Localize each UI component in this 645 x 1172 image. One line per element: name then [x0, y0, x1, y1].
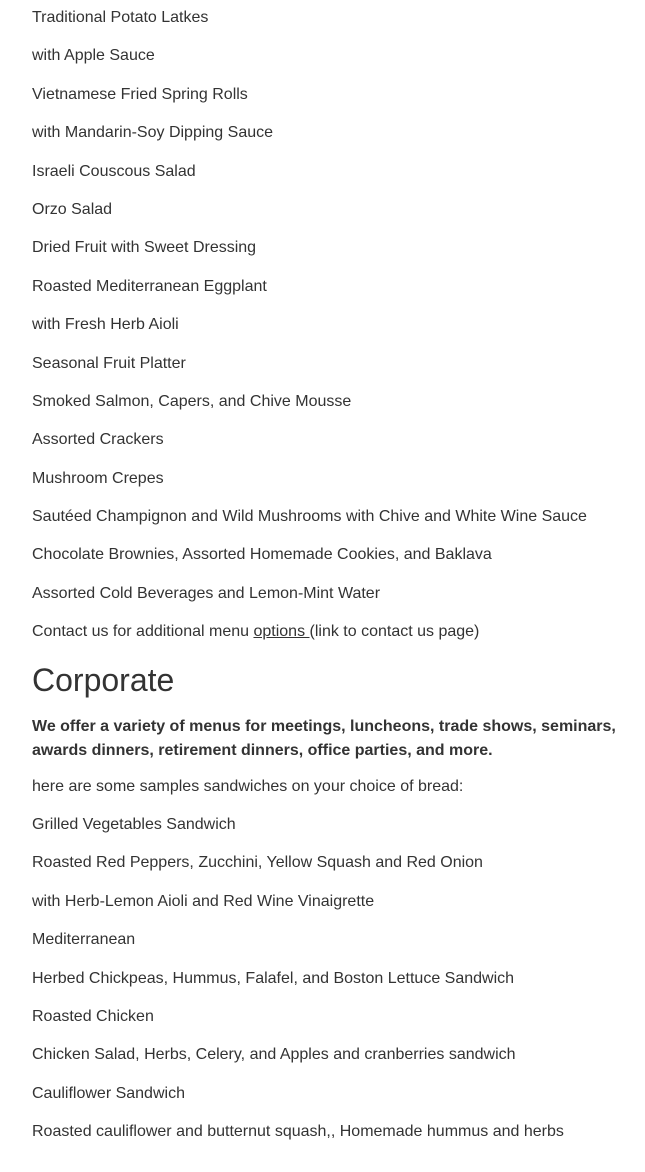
menu-item: Israeli Couscous Salad — [32, 162, 196, 180]
menu-item: Assorted Crackers — [32, 431, 164, 449]
menu-item: Sautéed Champignon and Wild Mushrooms with Chive and White Wine Sauce — [32, 508, 587, 526]
menu-item: Smoked Salmon, Capers, and Chive Mousse — [32, 392, 352, 410]
contact-text-before: Contact us for additional menu — [32, 623, 254, 641]
contact-line — [32, 622, 625, 642]
menu-item: with Fresh Herb Aioli — [32, 316, 179, 334]
corporate-item: Chicken Salad, Herbs, Celery, and Apples and cranberries sandwich — [32, 1046, 516, 1064]
corporate-item: with Herb-Lemon Aioli and Red Wine Vinaigrette — [32, 892, 375, 910]
corporate-intro: We offer a variety of menus for meetings, luncheons, trade shows, seminars, awards dinners, retirement dinners, office parties, and more. — [32, 717, 616, 759]
menu-item: Vietnamese Fried Spring Rolls — [32, 85, 248, 103]
corporate-item: Mediterranean — [32, 931, 136, 949]
menu-item: Mushroom Crepes — [32, 469, 164, 487]
menu-item: Orzo Salad — [32, 200, 113, 218]
corporate-item: Grilled Vegetables Sandwich — [32, 816, 236, 834]
corporate-item: Roasted Chicken — [32, 1007, 154, 1025]
menu-item: Dried Fruit with Sweet Dressing — [32, 239, 257, 257]
menu-item: Seasonal Fruit Platter — [32, 354, 186, 372]
menu-item: Roasted Mediterranean Eggplant — [32, 277, 267, 295]
corporate-item: Roasted Red Peppers, Zucchini, Yellow Squash and Red Onion — [32, 854, 483, 872]
menu-item: with Mandarin-Soy Dipping Sauce — [32, 124, 274, 142]
menu-item: with Apple Sauce — [32, 47, 155, 65]
contact-options-link[interactable]: options — [253, 623, 310, 641]
menu-item: Traditional Potato Latkes — [32, 9, 209, 26]
page-content — [0, 8, 645, 1142]
corporate-item: Herbed Chickpeas, Hummus, Falafel, and Boston Lettuce Sandwich — [32, 969, 515, 987]
corporate-item: Cauliflower Sandwich — [32, 1084, 185, 1102]
corporate-item: Roasted cauliflower and butternut squash,, Homemade hummus and herbs — [32, 1123, 564, 1141]
menu-item: Assorted Cold Beverages and Lemon-Mint Water — [32, 584, 381, 602]
menu-item: Chocolate Brownies, Assorted Homemade Cookies, and Baklava — [32, 546, 492, 564]
corporate-heading: Corporate — [32, 661, 175, 698]
sandwich-intro: here are some samples sandwiches on your choice of bread: — [32, 777, 464, 795]
contact-text-after: (link to contact us page) — [309, 623, 480, 641]
